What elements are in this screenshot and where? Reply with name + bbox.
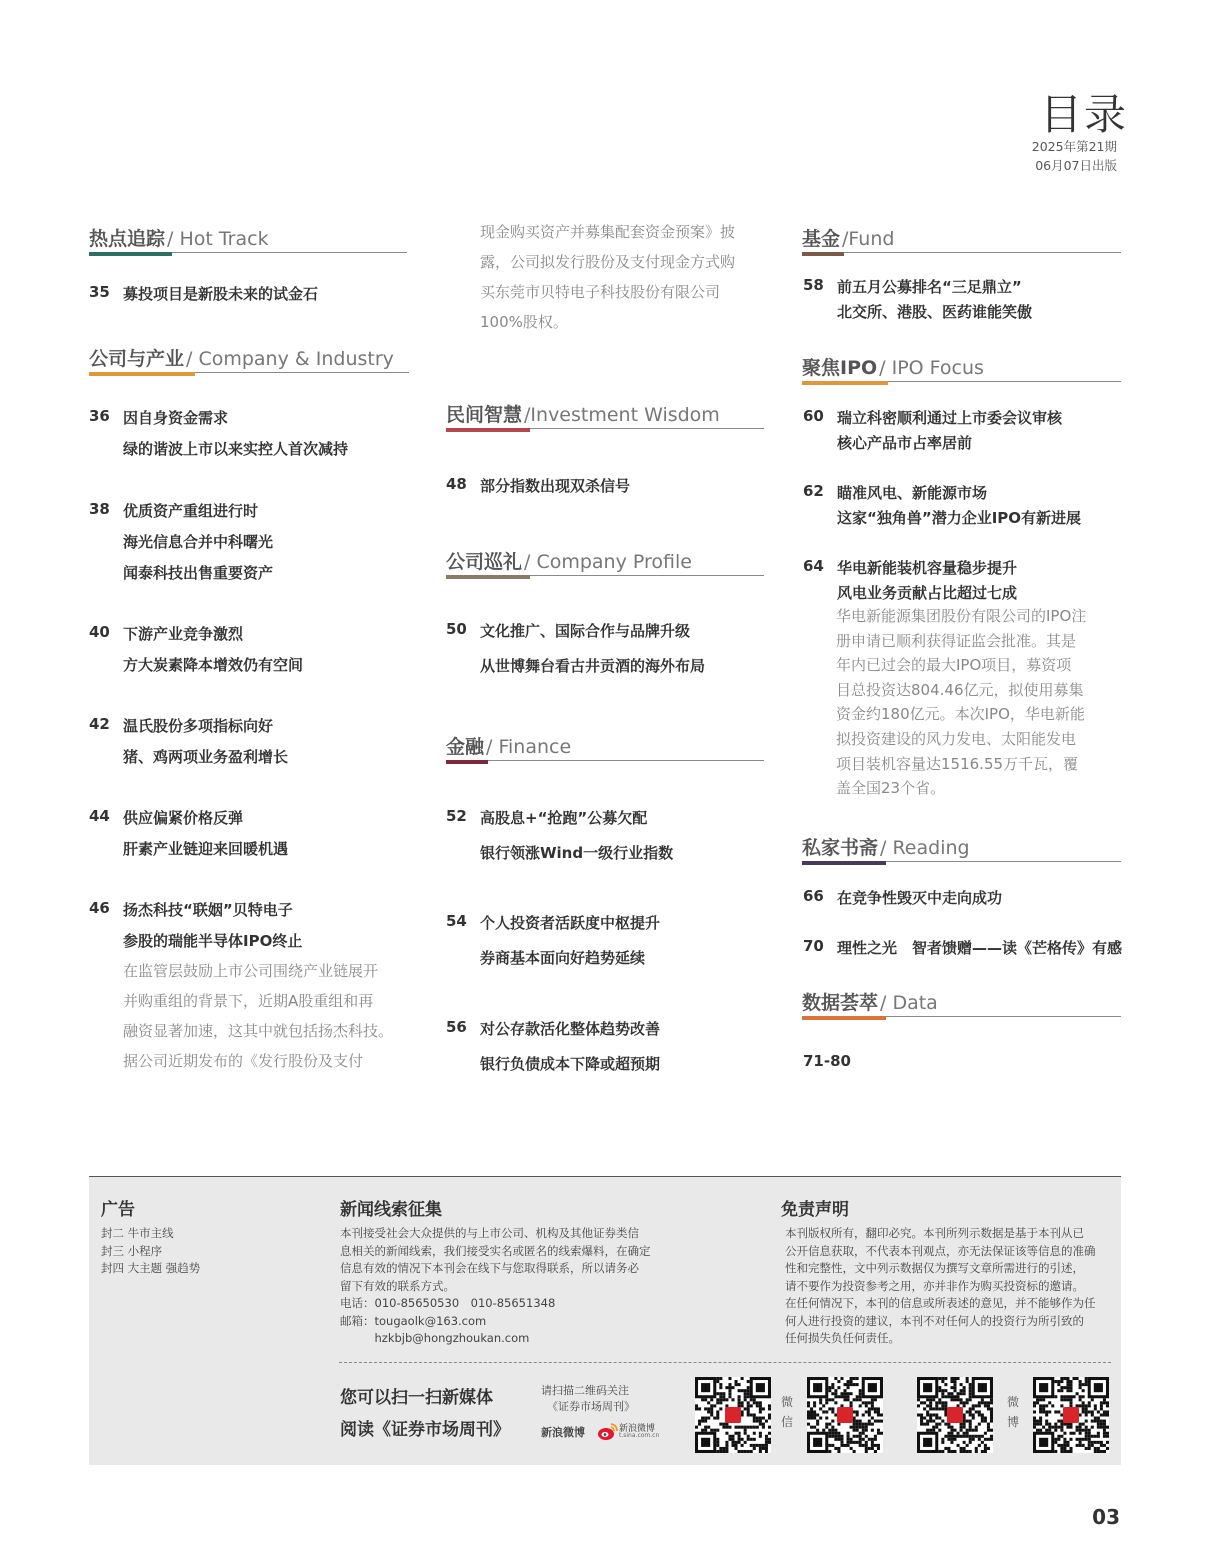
section-title-cn: 公司巡礼 [446, 551, 523, 573]
news-title: 新闻线索征集 [340, 1200, 442, 1220]
section-title-en: / Hot Track [167, 228, 269, 250]
section-title-cn: 基金 [802, 228, 841, 250]
page-ref: 54 [446, 912, 467, 930]
entry-title-line: 北交所、港股、医药谁能笑傲 [837, 303, 1033, 321]
page-ref: 46 [89, 899, 110, 917]
entry-title-line: 核心产品市占率居前 [837, 434, 973, 452]
issue-info [1032, 137, 1117, 175]
section-finance [446, 726, 764, 761]
disclaimer-line: 何人进行投资的建议，本刊不对任何人的投资行为所引致的 [785, 1313, 1084, 1328]
entry-title-line: 风电业务贡献占比超过七成 [837, 584, 1018, 602]
disclaimer-line: 请不要作为投资参考之用，亦并非作为购买投资标的邀请。 [785, 1278, 1084, 1293]
entry-title-line: 闻泰科技出售重要资产 [123, 564, 274, 582]
entry-title-line: 猪、鸡两项业务盈利增长 [123, 748, 289, 766]
qr-hint [541, 1383, 635, 1415]
page-ref: 64 [803, 557, 824, 575]
news-line: 息相关的新闻线索，我们接受实名或匿名的线索爆料，在确定 [340, 1243, 651, 1258]
section-ipo-focus [802, 347, 1121, 382]
page-ref: 56 [446, 1018, 467, 1036]
page-ref: 60 [803, 407, 824, 425]
qr-pattern [1033, 1377, 1109, 1453]
entry-title-line: 券商基本面向好趋势延续 [480, 949, 646, 967]
vertical-char: 博 [1006, 1415, 1019, 1429]
disclaimer-title: 免责声明 [781, 1200, 849, 1220]
summary-line: 露，公司拟发行股份及支付现金方式购 [480, 253, 736, 271]
summary-line: 现金购买资产并募集配套资金预案》披 [480, 223, 736, 241]
disclaimer-line: 在任何情况下，本刊的信息或所表述的意见，并不能够作为任 [785, 1296, 1096, 1310]
summary-line: 据公司近期发布的《发行股份及支付 [123, 1052, 364, 1070]
page-number: 03 [1092, 1505, 1120, 1529]
disclaimer-line: 性和完整性，文中列示数据仅为撰写文章所需进行的引述， [785, 1261, 1084, 1275]
news-line: 留下有效的联系方式。 [340, 1278, 455, 1293]
section-reading [802, 827, 1121, 862]
page-ref: 40 [89, 623, 110, 641]
news-email: 邮箱：tougaolk@163.com [340, 1313, 487, 1328]
section-company-profile [446, 541, 764, 576]
weibo-vertical-label [1006, 1392, 1020, 1432]
qr-pattern [807, 1377, 883, 1453]
qr-pattern [695, 1377, 771, 1453]
wechat-qr-code[interactable] [807, 1377, 883, 1453]
disclaimer-line: 公开信息获取，不代表本刊观点，亦无法保证该等信息的准确 [785, 1243, 1096, 1258]
summary-line: 并购重组的背景下，近期A股重组和再 [123, 992, 374, 1010]
page-ref: 36 [89, 407, 110, 425]
weibo-logo-text: 新浪微博 [619, 1424, 656, 1434]
section-title-cn: 金融 [446, 736, 485, 758]
summary-line: 年内已过会的最大IPO项目，募资项 [836, 656, 1072, 675]
weibo-logo-sub: t.sina.com.cn [619, 1432, 660, 1439]
section-title-en: / Company Profile [524, 551, 692, 573]
news-body [340, 1225, 680, 1348]
entry-title-line: 部分指数出现双杀信号 [480, 477, 631, 495]
section-title-cn: 聚焦IPO [802, 357, 878, 379]
news-line: 本刊接受社会大众提供的与上市公司、机构及其他证券类信 [340, 1226, 639, 1240]
entry-title-line: 银行领涨Wind一级行业指数 [480, 844, 674, 862]
page-ref: 50 [446, 620, 467, 638]
ads-title: 广告 [101, 1200, 135, 1220]
section-company-industry [89, 338, 409, 373]
section-fund [802, 218, 1121, 253]
summary-line: 在监管层鼓励上市公司围绕产业链展开 [123, 962, 379, 980]
section-hot-track [89, 218, 407, 253]
entry-title-line: 温氏股份多项指标向好 [123, 717, 274, 735]
qr-code[interactable] [917, 1377, 993, 1453]
news-email: hzkbjb@hongzhoukan.com [340, 1331, 530, 1345]
entry-title-line: 高股息+“抢跑”公募欠配 [480, 809, 648, 827]
summary-line: 目总投资达804.46亿元，拟使用募集 [836, 680, 1084, 699]
wechat-vertical-label [780, 1392, 794, 1432]
section-accent-bar [802, 1016, 886, 1020]
ads-list [101, 1225, 200, 1278]
qr-hint-line2: 《证券市场周刊》 [547, 1400, 635, 1413]
vertical-char: 信 [780, 1415, 793, 1429]
summary-line: 100%股权。 [480, 313, 568, 331]
summary-line: 融资显著加速，这其中就包括扬杰科技。 [123, 1022, 394, 1040]
section-title-en: /Fund [842, 228, 895, 250]
disclaimer-line: 任何损失负任何责任。 [785, 1331, 900, 1345]
disclaimer-line: 本刊版权所有，翻印必究。本刊所列示数据是基于本刊从已 [785, 1226, 1084, 1240]
page-ref: 42 [89, 715, 110, 733]
news-phone: 电话：010-85650530 010-85651348 [340, 1296, 556, 1310]
entry-title-line: 海光信息合并中科曙光 [123, 533, 274, 551]
weibo-qr-code[interactable] [1033, 1377, 1109, 1453]
section-accent-bar [446, 575, 530, 579]
weibo-logo [597, 1420, 660, 1444]
section-title-en: / Company & Industry [186, 348, 394, 370]
entry-title-line: 因自身资金需求 [123, 409, 229, 427]
page-ref: 52 [446, 807, 467, 825]
disclaimer-body [785, 1225, 1115, 1348]
entry-title-line: 下游产业竞争激烈 [123, 625, 244, 643]
section-accent-bar [89, 372, 195, 376]
summary-line: 盖全国23个省。 [836, 779, 946, 798]
section-title-en: / IPO Focus [879, 357, 984, 379]
issue-number: 2025年第21期 [1031, 139, 1117, 154]
page-ref: 58 [803, 276, 824, 294]
summary-line: 项目装机容量达1516.55万千瓦，覆 [836, 754, 1079, 773]
vertical-char: 微 [780, 1395, 793, 1409]
ad-item: 封四 大主题 强趋势 [101, 1261, 201, 1275]
page-ref: 66 [803, 887, 824, 905]
ad-item: 封二 牛市主线 [101, 1226, 174, 1240]
entry-title-line: 扬杰科技“联姻”贝特电子 [123, 901, 293, 919]
page-ref: 44 [89, 807, 110, 825]
scan-prompt-line1: 您可以扫一扫新媒体 [340, 1388, 493, 1408]
summary-line: 拟投资建设的风力发电、太阳能发电 [836, 729, 1077, 748]
summary-line: 华电新能源集团股份有限公司的IPO注 [836, 607, 1087, 625]
issue-date: 06月07日出版 [1035, 158, 1117, 173]
section-title-en: / Reading [880, 837, 970, 859]
section-title-cn: 民间智慧 [446, 404, 523, 426]
page-ref: 62 [803, 482, 824, 500]
page-ref: 48 [446, 475, 467, 493]
section-title-en: / Data [880, 992, 938, 1014]
entry-title-line: 肝素产业链迎来回暖机遇 [123, 840, 289, 858]
entry-title-line: 绿的谐波上市以来实控人首次减持 [123, 440, 349, 458]
section-title-cn: 公司与产业 [89, 348, 185, 370]
section-accent-bar [446, 760, 488, 764]
entry-title-line: 参股的瑞能半导体IPO终止 [123, 932, 303, 950]
entry-title-line: 银行负债成本下降或超预期 [480, 1055, 661, 1073]
entry-title-line: 供应偏紧价格反弹 [123, 809, 244, 827]
section-investment-wisdom [446, 394, 764, 429]
section-title-cn: 数据荟萃 [802, 992, 879, 1014]
summary-line: 买东莞市贝特电子科技股份有限公司 [480, 283, 721, 301]
entry-title-line: 优质资产重组进行时 [123, 502, 259, 520]
scan-prompt-line2: 阅读《证券市场周刊》 [340, 1420, 510, 1440]
entry-title-line: 在竞争性毁灭中走向成功 [837, 889, 1003, 907]
entry-title-line: 瞄准风电、新能源市场 [837, 484, 988, 502]
entry-title-line: 理性之光 智者馈赠——读《芒格传》有感 [837, 939, 1123, 957]
page-ref: 38 [89, 500, 110, 518]
data-page-range: 71-80 [803, 1052, 851, 1070]
summary-line: 资金约180亿元。本次IPO，华电新能 [836, 705, 1085, 724]
section-accent-bar [446, 428, 530, 432]
dashed-divider [339, 1362, 1111, 1363]
weibo-logo-icon [597, 1422, 619, 1442]
toc-title: 目录 [1040, 90, 1129, 139]
entry-title-line: 从世博舞台看古井贡酒的海外布局 [480, 657, 706, 675]
ad-item: 封三 小程序 [101, 1243, 163, 1258]
entry-title-line: 华电新能装机容量稳步提升 [837, 559, 1018, 577]
section-accent-bar [802, 861, 886, 865]
qr-hint-line1: 请扫描二维码关注 [541, 1384, 629, 1397]
section-title-en: /Investment Wisdom [524, 404, 720, 426]
qr-code[interactable] [695, 1377, 771, 1453]
entry-title-line: 募投项目是新股未来的试金石 [123, 285, 319, 303]
entry-title-line: 对公存款活化整体趋势改善 [480, 1020, 661, 1038]
entry-title-line: 瑞立科密顺利通过上市委会议审核 [837, 409, 1063, 427]
entry-title-line: 个人投资者活跃度中枢提升 [480, 914, 661, 932]
summary-line: 册申请已顺利获得证监会批准。其是 [836, 631, 1077, 650]
entry-title-line: 文化推广、国际合作与品牌升级 [480, 622, 691, 640]
section-accent-bar [802, 381, 888, 385]
entry-title-line: 前五月公募排名“三足鼎立” [837, 278, 1022, 296]
entry-title-line: 这家“独角兽”潜力企业IPO有新进展 [837, 509, 1082, 527]
entry-title-line: 方大炭素降本增效仍有空间 [123, 656, 304, 674]
footer-info-box [89, 1176, 1121, 1465]
news-line: 信息有效的情况下本刊会在线下与您取得联系，所以请务必 [340, 1261, 639, 1275]
section-title-cn: 私家书斋 [802, 837, 879, 859]
section-data [802, 982, 1121, 1017]
page-ref: 35 [89, 283, 110, 301]
section-title-cn: 热点追踪 [89, 228, 166, 250]
section-accent-bar [89, 252, 172, 256]
vertical-char: 微 [1006, 1395, 1019, 1409]
section-title-en: / Finance [486, 736, 572, 758]
weibo-label: 新浪微博 [541, 1426, 585, 1439]
section-accent-bar [802, 252, 844, 256]
qr-pattern [917, 1377, 993, 1453]
page-ref: 70 [803, 937, 824, 955]
